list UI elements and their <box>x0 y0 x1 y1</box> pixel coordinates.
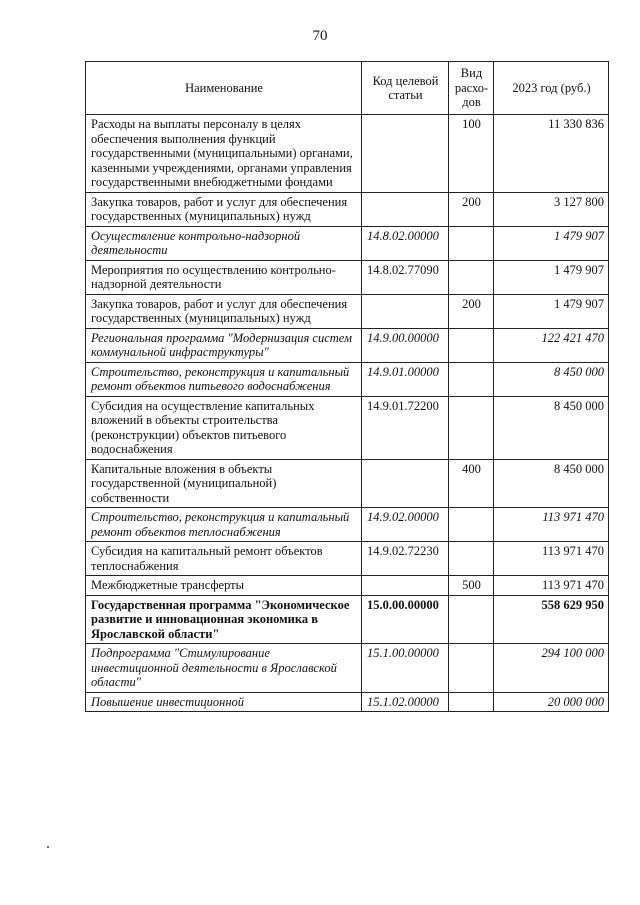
cell-name: Мероприятия по осуществлению контрольно-надзорной деятельности <box>86 260 362 294</box>
cell-amount: 11 330 836 <box>494 115 609 193</box>
cell-code <box>362 576 449 596</box>
table-row <box>86 362 609 396</box>
cell-code: 15.1.00.00000 <box>362 644 449 693</box>
cell-name: Подпрограмма "Стимулирование инвестиционной деятельности в Ярославской области" <box>86 644 362 693</box>
table-row <box>86 644 609 693</box>
cell-kind <box>449 542 494 576</box>
cell-kind <box>449 328 494 362</box>
cell-kind: 200 <box>449 294 494 328</box>
cell-name: Государственная программа "Экономическое развитие и инновационная экономика в Ярославской области" <box>86 595 362 644</box>
page-number: 70 <box>312 28 328 44</box>
cell-code: 14.8.02.77090 <box>362 260 449 294</box>
cell-amount: 20 000 000 <box>494 692 609 712</box>
cell-amount: 113 971 470 <box>494 576 609 596</box>
cell-kind: 500 <box>449 576 494 596</box>
table-row <box>86 459 609 508</box>
cell-name: Строительство, реконструкция и капитальный ремонт объектов теплоснабжения <box>86 508 362 542</box>
header-name: Наименование <box>86 62 362 115</box>
cell-amount: 1 479 907 <box>494 294 609 328</box>
cell-code <box>362 192 449 226</box>
cell-amount: 122 421 470 <box>494 328 609 362</box>
cell-kind <box>449 595 494 644</box>
table-row <box>86 508 609 542</box>
cell-name: Закупка товаров, работ и услуг для обеспечения государственных (муниципальных) нужд <box>86 294 362 328</box>
cell-name: Закупка товаров, работ и услуг для обеспечения государственных (муниципальных) нужд <box>86 192 362 226</box>
cell-code: 14.8.02.00000 <box>362 226 449 260</box>
cell-name: Осуществление контрольно-надзорной деятельности <box>86 226 362 260</box>
cell-code <box>362 115 449 193</box>
cell-kind <box>449 508 494 542</box>
cell-kind <box>449 644 494 693</box>
cell-amount: 113 971 470 <box>494 508 609 542</box>
cell-kind: 200 <box>449 192 494 226</box>
cell-amount: 8 450 000 <box>494 362 609 396</box>
table-row <box>86 692 609 712</box>
cell-amount: 558 629 950 <box>494 595 609 644</box>
cell-kind <box>449 396 494 459</box>
cell-amount: 3 127 800 <box>494 192 609 226</box>
cell-amount: 294 100 000 <box>494 644 609 693</box>
cell-kind <box>449 260 494 294</box>
budget-table <box>85 61 609 712</box>
table-row <box>86 396 609 459</box>
cell-name: Региональная программа "Модернизация систем коммунальной инфраструктуры" <box>86 328 362 362</box>
table-row <box>86 260 609 294</box>
cell-code <box>362 294 449 328</box>
table-row <box>86 226 609 260</box>
cell-code: 14.9.02.72230 <box>362 542 449 576</box>
cell-code: 14.9.01.72200 <box>362 396 449 459</box>
header-code: Код целевой статьи <box>362 62 449 115</box>
cell-name: Расходы на выплаты персоналу в целях обеспечения выполнения функций государственными (муниципальными) органами, казенными учреждениями, органами управления государственными внебюджетными фондами <box>86 115 362 193</box>
table-body <box>86 115 609 712</box>
cell-code: 14.9.00.00000 <box>362 328 449 362</box>
header-amount: 2023 год (руб.) <box>494 62 609 115</box>
table-header-row <box>86 62 609 115</box>
cell-name: Субсидия на осуществление капитальных вложений в объекты строительства (реконструкции) объектов питьевого водоснабжения <box>86 396 362 459</box>
cell-amount: 8 450 000 <box>494 396 609 459</box>
cell-name: Строительство, реконструкция и капитальный ремонт объектов питьевого водоснабжения <box>86 362 362 396</box>
cell-code: 14.9.02.00000 <box>362 508 449 542</box>
cell-kind <box>449 226 494 260</box>
cell-name: Межбюджетные трансферты <box>86 576 362 596</box>
cell-code: 15.0.00.00000 <box>362 595 449 644</box>
cell-kind: 100 <box>449 115 494 193</box>
cell-code <box>362 459 449 508</box>
table-row <box>86 328 609 362</box>
cell-kind <box>449 692 494 712</box>
cell-kind: 400 <box>449 459 494 508</box>
cell-amount: 1 479 907 <box>494 260 609 294</box>
table-row <box>86 576 609 596</box>
cell-name: Субсидия на капитальный ремонт объектов теплоснабжения <box>86 542 362 576</box>
scan-dot <box>47 846 49 848</box>
cell-kind <box>449 362 494 396</box>
cell-code: 14.9.01.00000 <box>362 362 449 396</box>
cell-amount: 8 450 000 <box>494 459 609 508</box>
cell-amount: 1 479 907 <box>494 226 609 260</box>
table-row <box>86 115 609 193</box>
cell-amount: 113 971 470 <box>494 542 609 576</box>
header-kind: Вид расхо-дов <box>449 62 494 115</box>
cell-name: Капитальные вложения в объекты государственной (муниципальной) собственности <box>86 459 362 508</box>
table-row <box>86 192 609 226</box>
cell-name: Повышение инвестиционной <box>86 692 362 712</box>
table-row <box>86 542 609 576</box>
table-row <box>86 294 609 328</box>
cell-code: 15.1.02.00000 <box>362 692 449 712</box>
table-row <box>86 595 609 644</box>
